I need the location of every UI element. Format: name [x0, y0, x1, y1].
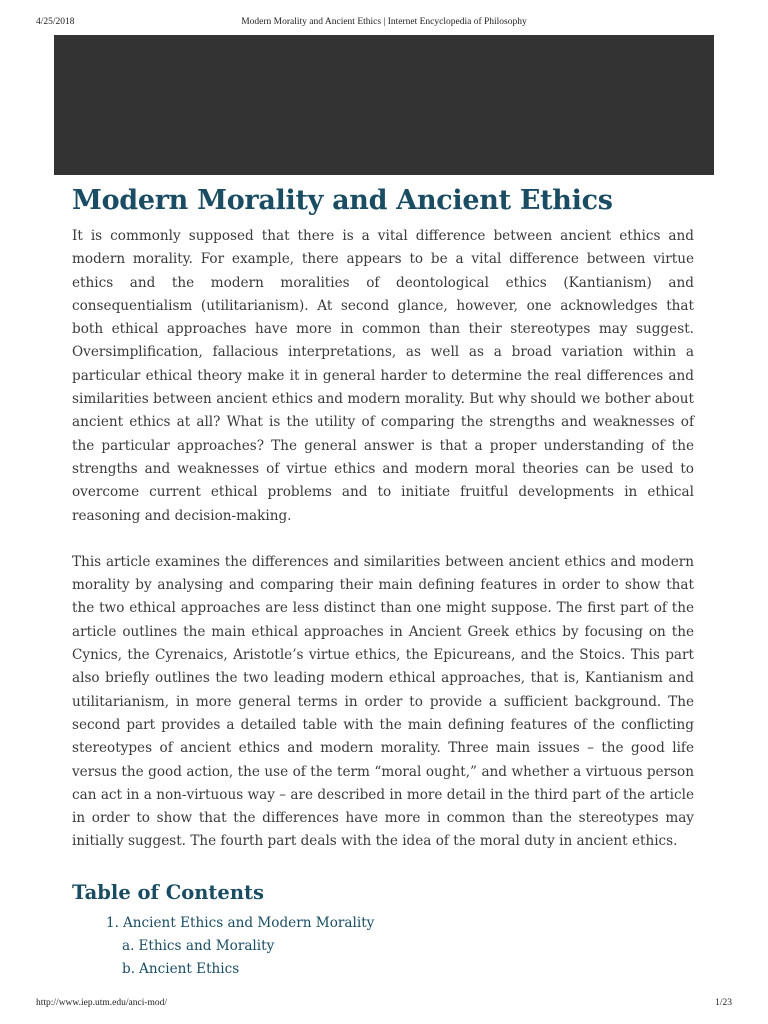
toc-item[interactable]: [72, 958, 694, 981]
toc-link-ancient-ethics[interactable]: Ancient Ethics: [139, 961, 240, 978]
article-title: Modern Morality and Ancient Ethics: [72, 185, 613, 216]
toc-link-ancient-ethics-and-modern-morality[interactable]: Ancient Ethics and Modern Morality: [122, 914, 375, 931]
print-footer: [36, 998, 732, 1012]
header-banner: [54, 35, 714, 175]
toc-item-number: a.: [122, 938, 135, 955]
article-paragraph-1: It is commonly supposed that there is a vital difference between ancient ethics and modern morality. For example, there appears to be a vital difference between virtue ethics and the modern moralities of deontological ethics (Kantianism) and consequentialism (utilitarianism). At second glance, however, one acknowledges that both ethical approaches have more in common than their stereotypes may suggest. Oversimplification, fallacious interpretations, as well as a broad variation within a particular ethical theory make it in general harder to determine the real differences and similarities between ancient ethics and modern morality. But why should we bother about ancient ethics at all? What is the utility of comparing the strengths and weaknesses of the particular approaches? The general answer is that a proper understanding of the strengths and weaknesses of virtue ethics and modern moral theories can be used to overcome current ethical problems and to initiate fruitful developments in ethical reasoning and decision-making.: [72, 228, 694, 524]
print-url: http://www.iep.utm.edu/anci-mod/: [36, 998, 168, 1008]
toc-heading: Table of Contents: [72, 880, 264, 904]
print-date: 4/25/2018: [36, 17, 75, 27]
article-paragraph-2: This article examines the differences and similarities between ancient ethics and modern morality by analysing and comparing their main defining features in order to show that the two ethical approaches are less distinct than one might suppose. The first part of the article outlines the main ethical approaches in Ancient Greek ethics by focusing on the Cynics, the Cyrenaics, Aristotle’s virtue ethics, the Epicureans, and the Stoics. This part also briefly outlines the two leading modern ethical approaches, that is, Kantianism and utilitarianism, in more general terms in order to provide a sufficient background. The second part provides a detailed table with the main defining features of the conflicting stereotypes of ancient ethics and modern morality. Three main issues – the good life versus the good action, the use of the term “moral ought,” and whether a virtuous person can act in a non-virtuous way – are described in more detail in the third part of the article in order to show that the differences have more in common than the stereotypes may initially suggest. The fourth part deals with the idea of the moral duty in ancient ethics.: [72, 553, 694, 850]
toc-item-number: b.: [122, 961, 136, 978]
article-content: [72, 185, 694, 982]
print-header: [36, 17, 732, 31]
print-page-title: Modern Morality and Ancient Ethics | Internet Encyclopedia of Philosophy: [241, 17, 527, 27]
toc-link-ethics-and-morality[interactable]: Ethics and Morality: [138, 938, 275, 955]
toc-item-number: 1.: [106, 914, 119, 931]
table-of-contents: [72, 912, 694, 982]
print-page-number: 1/23: [715, 998, 732, 1008]
toc-item[interactable]: [72, 912, 694, 935]
toc-item[interactable]: [72, 935, 694, 958]
